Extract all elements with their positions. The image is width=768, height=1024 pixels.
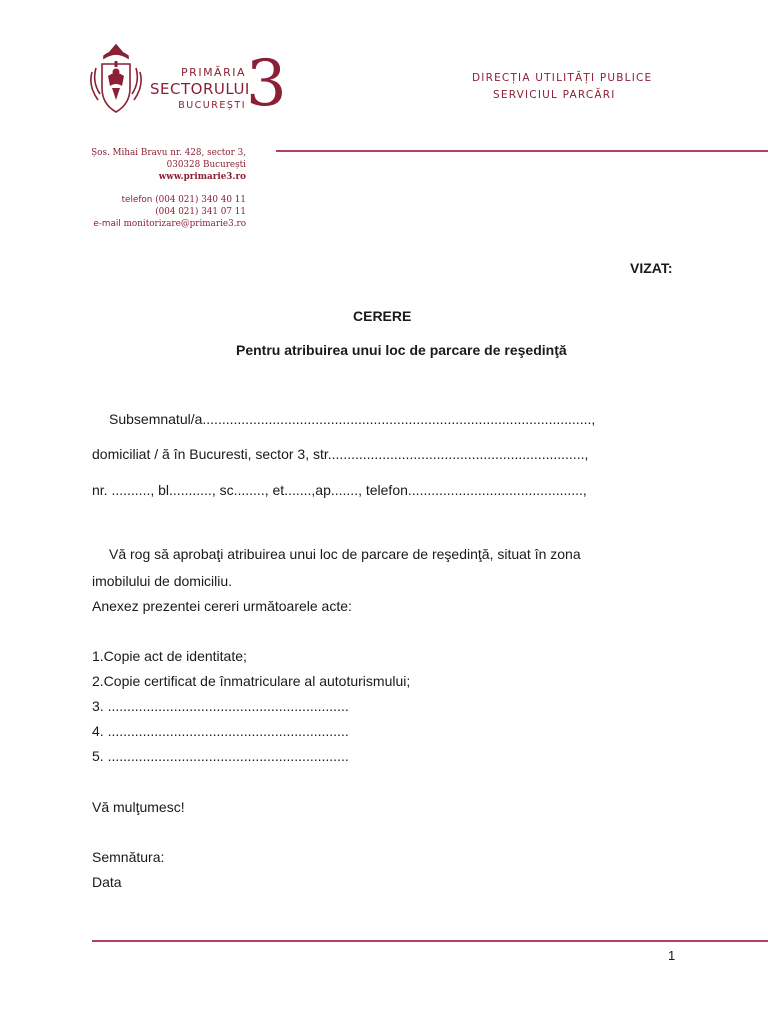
logo-sector-number: 3 xyxy=(246,47,287,121)
footer-divider xyxy=(92,940,768,942)
contact-phone-line1 xyxy=(46,195,246,207)
header-divider xyxy=(276,150,768,152)
contact-address-line1: Șos. Mihai Bravu nr. 428, sector 3, xyxy=(91,148,246,158)
logo-sectorului-text: SECTORULUI xyxy=(150,80,250,98)
logo-bucuresti-text: BUCUREȘTI xyxy=(178,100,246,111)
annex-item-4: 4. .............................................................. xyxy=(92,723,349,739)
vizat-label: VIZAT: xyxy=(630,260,673,276)
annex-item-2: 2.Copie certificat de înmatriculare al autoturismului; xyxy=(92,673,411,689)
annex-item-5: 5. .............................................................. xyxy=(92,748,349,764)
request-line-1: Vă rog să aprobaţi atribuirea unui loc de parcare de reşedinţă, situat în zona xyxy=(109,546,581,562)
coat-of-arms-icon xyxy=(88,42,144,118)
request-line-2: imobilului de domiciliu. xyxy=(92,573,233,589)
subsemnatul-line: Subsemnatul/a...................................................................................................., xyxy=(109,411,596,427)
email-label: e-mail xyxy=(93,219,121,229)
date-label: Data xyxy=(92,874,122,890)
page-number: 1 xyxy=(668,948,676,963)
annex-item-3: 3. .............................................................. xyxy=(92,698,349,714)
contact-phone-number-2: (004 021) 341 07 11 xyxy=(155,207,246,217)
phone-label: telefon xyxy=(121,195,153,205)
contact-website[interactable]: www.primarie3.ro xyxy=(158,172,246,182)
phone-number-1: (004 021) 340 40 11 xyxy=(155,195,246,205)
contact-address-line2: 030328 București xyxy=(166,160,246,170)
service-name: SERVICIUL PARCĂRI xyxy=(493,89,616,101)
domiciliat-line: domiciliat / ă în Bucuresti, sector 3, str.................................................................., xyxy=(92,446,589,462)
thanks-line: Vă mulţumesc! xyxy=(92,799,185,815)
document-subtitle: Pentru atribuirea unui loc de parcare de reşedinţă xyxy=(236,342,567,358)
signature-label: Semnătura: xyxy=(92,849,165,865)
document-title: CERERE xyxy=(353,308,412,324)
address-details-line: nr. .........., bl..........., sc........, et.......,ap......., telefon............................................., xyxy=(92,482,587,498)
annex-item-1: 1.Copie act de identitate; xyxy=(92,648,247,664)
contact-email-line xyxy=(46,219,246,231)
annex-intro: Anexez prezentei cereri următoarele acte: xyxy=(92,598,352,614)
logo-primaria-text: PRIMĂRIA xyxy=(181,66,246,79)
email-address[interactable]: monitorizare@primarie3.ro xyxy=(123,219,246,229)
department-name: DIRECȚIA UTILITĂȚI PUBLICE xyxy=(472,72,653,84)
